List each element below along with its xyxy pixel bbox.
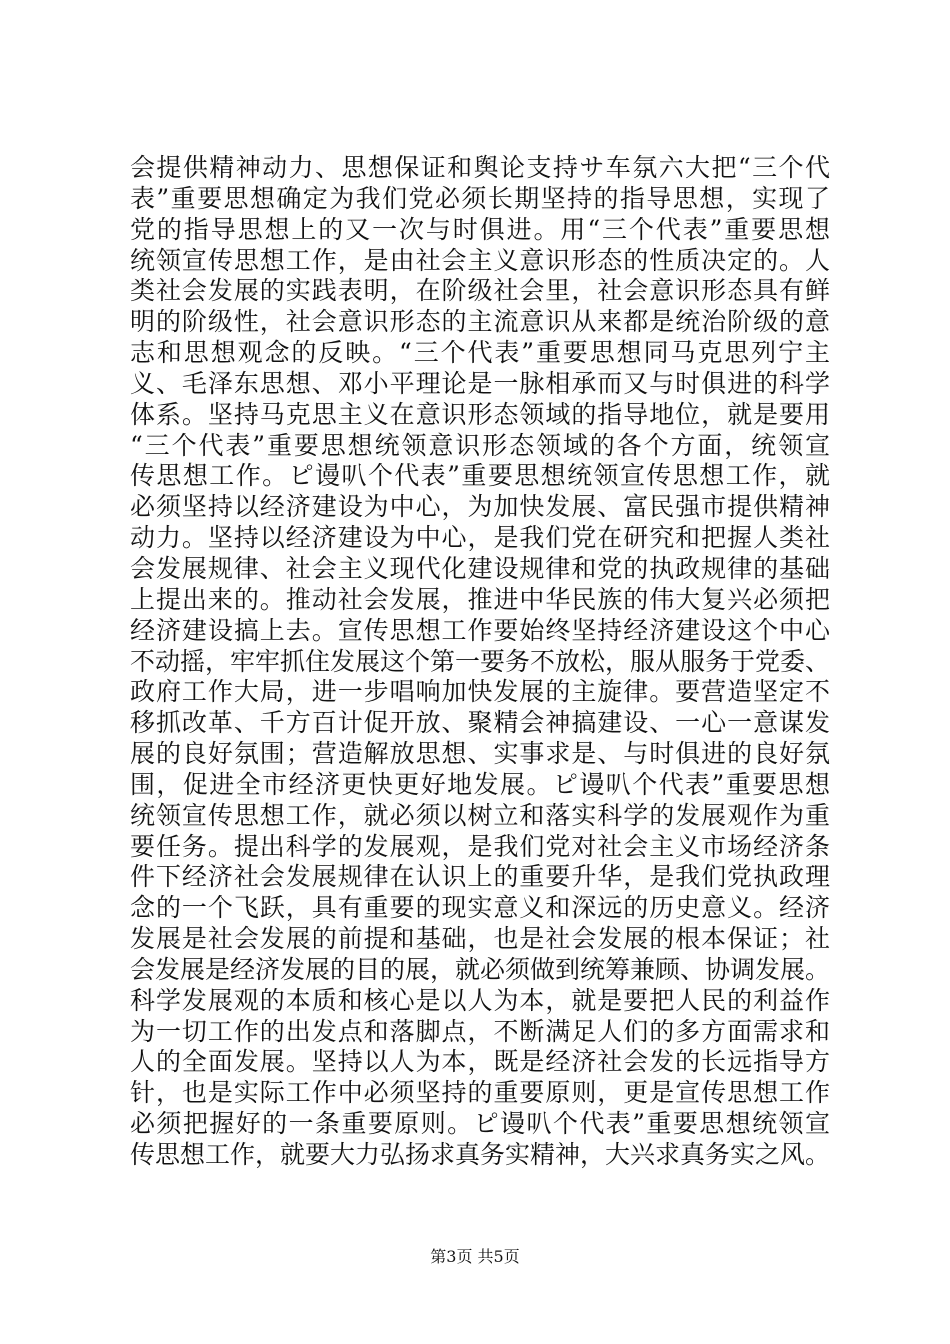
text-line: 类社会发展的实践表明，在阶级社会里，社会意识形态具有鲜 [130, 276, 830, 306]
text-line: 针，也是实际工作中必须坚持的重要原则，更是宣传思想工作 [130, 1078, 830, 1108]
text-line: 动力。坚持以经济建设为中心，是我们党在研究和把握人类社 [130, 523, 830, 553]
text-line: 科学发展观的本质和核心是以人为本，就是要把人民的利益作 [130, 985, 830, 1015]
text-line: 会发展规律、社会主义现代化建设规律和党的执政规律的基础 [130, 553, 830, 583]
text-line: 不动摇，牢牢抓住发展这个第一要务不放松，服从服务于党委、 [130, 646, 830, 676]
text-line: 要任务。提出科学的发展观，是我们党对社会主义市场经济条 [130, 831, 830, 861]
text-line: 传思想工作，就要大力弘扬求真务实精神，大兴求真务实之风。 [130, 1140, 830, 1169]
text-line: 统领宣传思想工作，就必须以树立和落实科学的发展观作为重 [130, 800, 830, 830]
text-line: 体系。坚持马克思主义在意识形态领域的指导地位，就是要用 [130, 399, 830, 429]
text-line: 政府工作大局，进一步唱响加快发展的主旋律。要营造坚定不 [130, 677, 830, 707]
text-line: 人的全面发展。坚持以人为本，既是经济社会发的长远指导方 [130, 1047, 830, 1077]
text-line: 明的阶级性，社会意识形态的主流意识从来都是统治阶级的意 [130, 307, 830, 337]
text-line: 围，促进全市经济更快更好地发展。ピ谩叭个代表”重要思想 [130, 769, 830, 799]
text-line: 义、毛泽东思想、邓小平理论是一脉相承而又与时俱进的科学 [130, 368, 830, 398]
body-text [130, 153, 830, 1171]
text-line: 必须把握好的一条重要原则。ピ谩叭个代表”重要思想统领宣 [130, 1109, 830, 1139]
text-line: 志和思想观念的反映。“三个代表”重要思想同马克思列宁主 [130, 338, 830, 368]
text-line: 发展是社会发展的前提和基础，也是社会发展的根本保证；社 [130, 924, 830, 954]
text-line: 移抓改革、千方百计促开放、聚精会神搞建设、一心一意谋发 [130, 708, 830, 738]
text-line: 为一切工作的出发点和落脚点，不断满足人们的多方面需求和 [130, 1016, 830, 1046]
text-line: 展的良好氛围；营造解放思想、实事求是、与时俱进的良好氛 [130, 739, 830, 769]
text-line: 经济建设搞上去。宣传思想工作要始终坚持经济建设这个中心 [130, 615, 830, 645]
text-line: 会提供精神动力、思想保证和舆论支持サ车氛六大把“三个代 [130, 153, 830, 182]
text-line: 统领宣传思想工作，是由社会主义意识形态的性质决定的。人 [130, 245, 830, 275]
text-line: 会发展是经济发展的目的展，就必须做到统筹兼顾、协调发展。 [130, 954, 830, 984]
page-footer: 第3页 共5页 [430, 1247, 520, 1266]
text-line: 念的一个飞跃，具有重要的现实意义和深远的历史意义。经济 [130, 893, 830, 923]
text-line: 表”重要思想确定为我们党必须长期坚持的指导思想，实现了 [130, 183, 830, 213]
text-line: 件下经济社会发展规律在认识上的重要升华，是我们党执政理 [130, 862, 830, 892]
text-line: 传思想工作。ピ谩叭个代表”重要思想统领宣传思想工作，就 [130, 461, 830, 491]
text-line: 必须坚持以经济建设为中心，为加快发展、富民强市提供精神 [130, 492, 830, 522]
text-line: 上提出来的。推动社会发展，推进中华民族的伟大复兴必须把 [130, 584, 830, 614]
text-line: 党的指导思想上的又一次与时俱进。用“三个代表”重要思想 [130, 214, 830, 244]
text-line: “三个代表”重要思想统领意识形态领域的各个方面，统领宣 [130, 430, 830, 460]
